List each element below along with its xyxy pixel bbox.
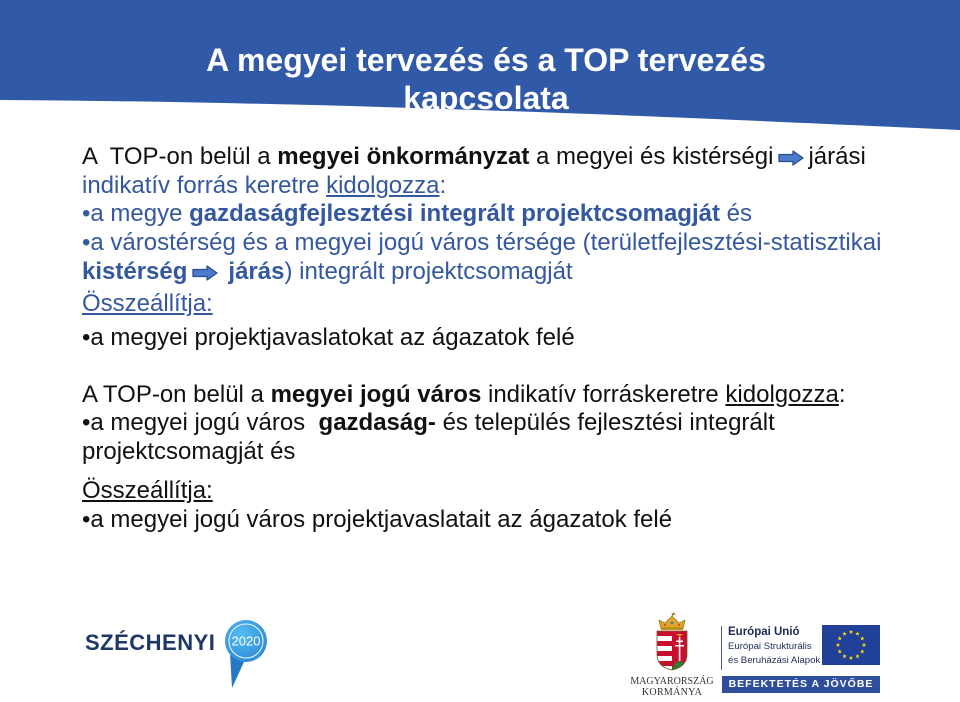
- city-bullet-development-continuation: projektcsomagját és: [82, 438, 296, 465]
- county-bullet-urban-line-1: •a várostérség és a megyei jogú város térsége (területfejlesztési-statisztikai: [82, 229, 882, 256]
- szechenyi-year: 2020: [231, 633, 261, 649]
- city-bullet-development-lead: •a megyei jogú város: [82, 409, 319, 436]
- city-intro-middle: indikatív forráskeretre: [481, 381, 726, 408]
- county-intro-lead: A TOP-on belül a: [82, 143, 278, 170]
- county-bullet-projects: •a megyei projektjavaslatokat az ágazatok felé: [82, 324, 575, 351]
- map-pin-icon: [222, 617, 270, 691]
- county-bullet-urban-after-arrow: járás: [228, 258, 285, 285]
- county-intro-verb: kidolgozza: [326, 172, 440, 199]
- county-bullet-economic: [82, 200, 752, 228]
- county-intro-subject: megyei önkormányzat: [277, 143, 530, 170]
- government-name-line-2: KORMÁNYA: [641, 687, 703, 698]
- slide-title-line-2: kapcsolata: [403, 80, 569, 116]
- county-bullet-economic-tail: és: [719, 200, 752, 227]
- county-bullet-urban-tail: ) integrált projektcsomagját: [284, 258, 573, 285]
- city-compile-label: Összeállítja:: [82, 477, 213, 504]
- county-intro-colon: :: [439, 172, 447, 199]
- eu-title: Európai Unió: [728, 626, 800, 638]
- szechenyi-logo-text: SZÉCHENYI: [85, 630, 216, 655]
- city-bullet-projects: •a megyei jogú város projektjavaslatait az ágazatok felé: [82, 506, 673, 533]
- city-intro-colon: :: [838, 381, 846, 408]
- city-bullet-development-emphasis: gazdaság-: [318, 409, 436, 436]
- county-intro-text: indikatív forrás keretre: [82, 172, 327, 199]
- government-name-line-1: MAGYARORSZÁG: [630, 676, 714, 687]
- right-arrow-icon: [192, 265, 218, 281]
- city-bullet-development-tail: és település fejlesztési integrált: [435, 409, 775, 436]
- eu-funds-line-1: Európai Strukturális: [728, 641, 812, 652]
- footer-divider: [721, 626, 722, 670]
- county-intro-after-arrow: járási: [808, 143, 866, 170]
- county-bullet-economic-lead: •a megye: [82, 200, 190, 227]
- eu-flag-icon: [822, 625, 880, 665]
- county-bullet-urban-line-2: [82, 258, 573, 286]
- city-intro-subject: megyei jogú város: [270, 381, 482, 408]
- city-bullet-development: [82, 409, 775, 437]
- eu-slogan-banner: BEFEKTETÉS A JÖVŐBE: [722, 676, 880, 693]
- county-intro-line-2: [82, 172, 446, 200]
- city-intro-verb: kidolgozza: [725, 381, 839, 408]
- county-intro-line-1: [82, 143, 866, 171]
- coat-of-arms-icon: [652, 612, 692, 672]
- slide-title-line-1: A megyei tervezés és a TOP tervezés: [206, 42, 766, 78]
- county-bullet-economic-emphasis: gazdaságfejlesztési integrált projektcsomagját: [189, 200, 720, 227]
- county-bullet-urban-before-arrow: kistérség: [82, 258, 188, 285]
- city-intro-lead: A TOP-on belül a: [82, 381, 271, 408]
- county-compile-label: Összeállítja:: [82, 290, 213, 317]
- city-intro-line: [82, 381, 846, 409]
- county-intro-middle: a megyei és kistérségi: [529, 143, 774, 170]
- right-arrow-icon: [778, 150, 804, 166]
- eu-funds-line-2: és Beruházási Alapok: [728, 655, 821, 666]
